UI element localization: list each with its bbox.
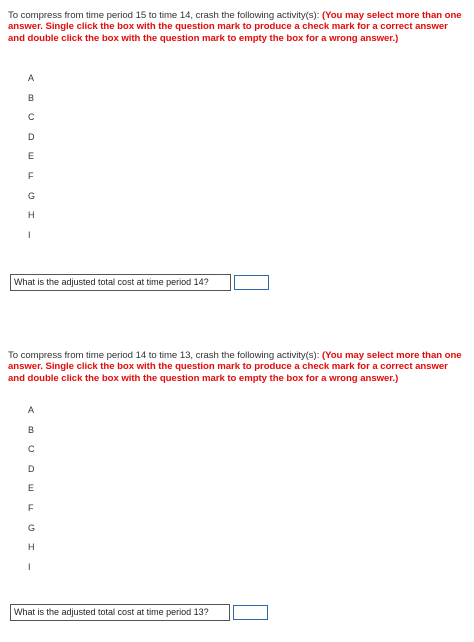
question-2-option-f[interactable]: F <box>28 502 34 513</box>
question-1-answer-label: What is the adjusted total cost at time period 14? <box>10 274 231 291</box>
question-2-option-b[interactable]: B <box>28 424 35 435</box>
question-2-option-a[interactable]: A <box>28 405 35 415</box>
question-2-instructions: (You may select more than one answer. Single click the box with the question mark to produce a check mark for a correct answer and double click the box with the question mark to empty the box for a wrong answer.) <box>8 350 462 384</box>
question-1-options <box>28 71 35 247</box>
question-2-answer-label: What is the adjusted total cost at time period 13? <box>10 604 230 621</box>
question-1-option-i[interactable]: I <box>28 229 31 240</box>
question-2-answer-input[interactable] <box>233 605 268 620</box>
question-1-prompt <box>8 10 462 44</box>
question-2-prompt <box>8 350 462 384</box>
question-2-option-c[interactable]: C <box>28 444 35 455</box>
question-1-option-c[interactable]: C <box>28 112 35 123</box>
question-2-prompt-text: To compress from time period 14 to time 13, crash the following activity(s): <box>8 350 322 361</box>
question-2-answer-row <box>10 604 268 621</box>
question-1-option-e[interactable]: E <box>28 151 35 162</box>
question-1-option-g[interactable]: G <box>28 190 36 201</box>
question-2-option-h[interactable]: H <box>28 542 35 553</box>
question-1-prompt-text: To compress from time period 15 to time 14, crash the following activity(s): <box>8 10 322 21</box>
question-1-option-h[interactable]: H <box>28 210 35 221</box>
question-1-option-b[interactable]: B <box>28 92 35 103</box>
question-1-option-d[interactable]: D <box>28 131 35 142</box>
question-2-option-i[interactable]: I <box>28 561 31 572</box>
question-2-option-e[interactable]: E <box>28 483 35 494</box>
question-2-options <box>28 403 35 579</box>
question-1-option-f[interactable]: F <box>28 170 34 181</box>
question-2 <box>8 350 462 617</box>
question-1-instructions: (You may select more than one answer. Single click the box with the question mark to produce a check mark for a correct answer and double click the box with the question mark to empty the box for a wrong answer.) <box>8 10 462 44</box>
question-2-option-g[interactable]: G <box>28 522 36 533</box>
question-1-option-a[interactable]: A <box>28 73 35 83</box>
question-2-option-d[interactable]: D <box>28 463 35 474</box>
question-1-answer-row <box>10 274 269 291</box>
question-1 <box>8 10 462 287</box>
question-1-answer-input[interactable] <box>234 275 269 290</box>
